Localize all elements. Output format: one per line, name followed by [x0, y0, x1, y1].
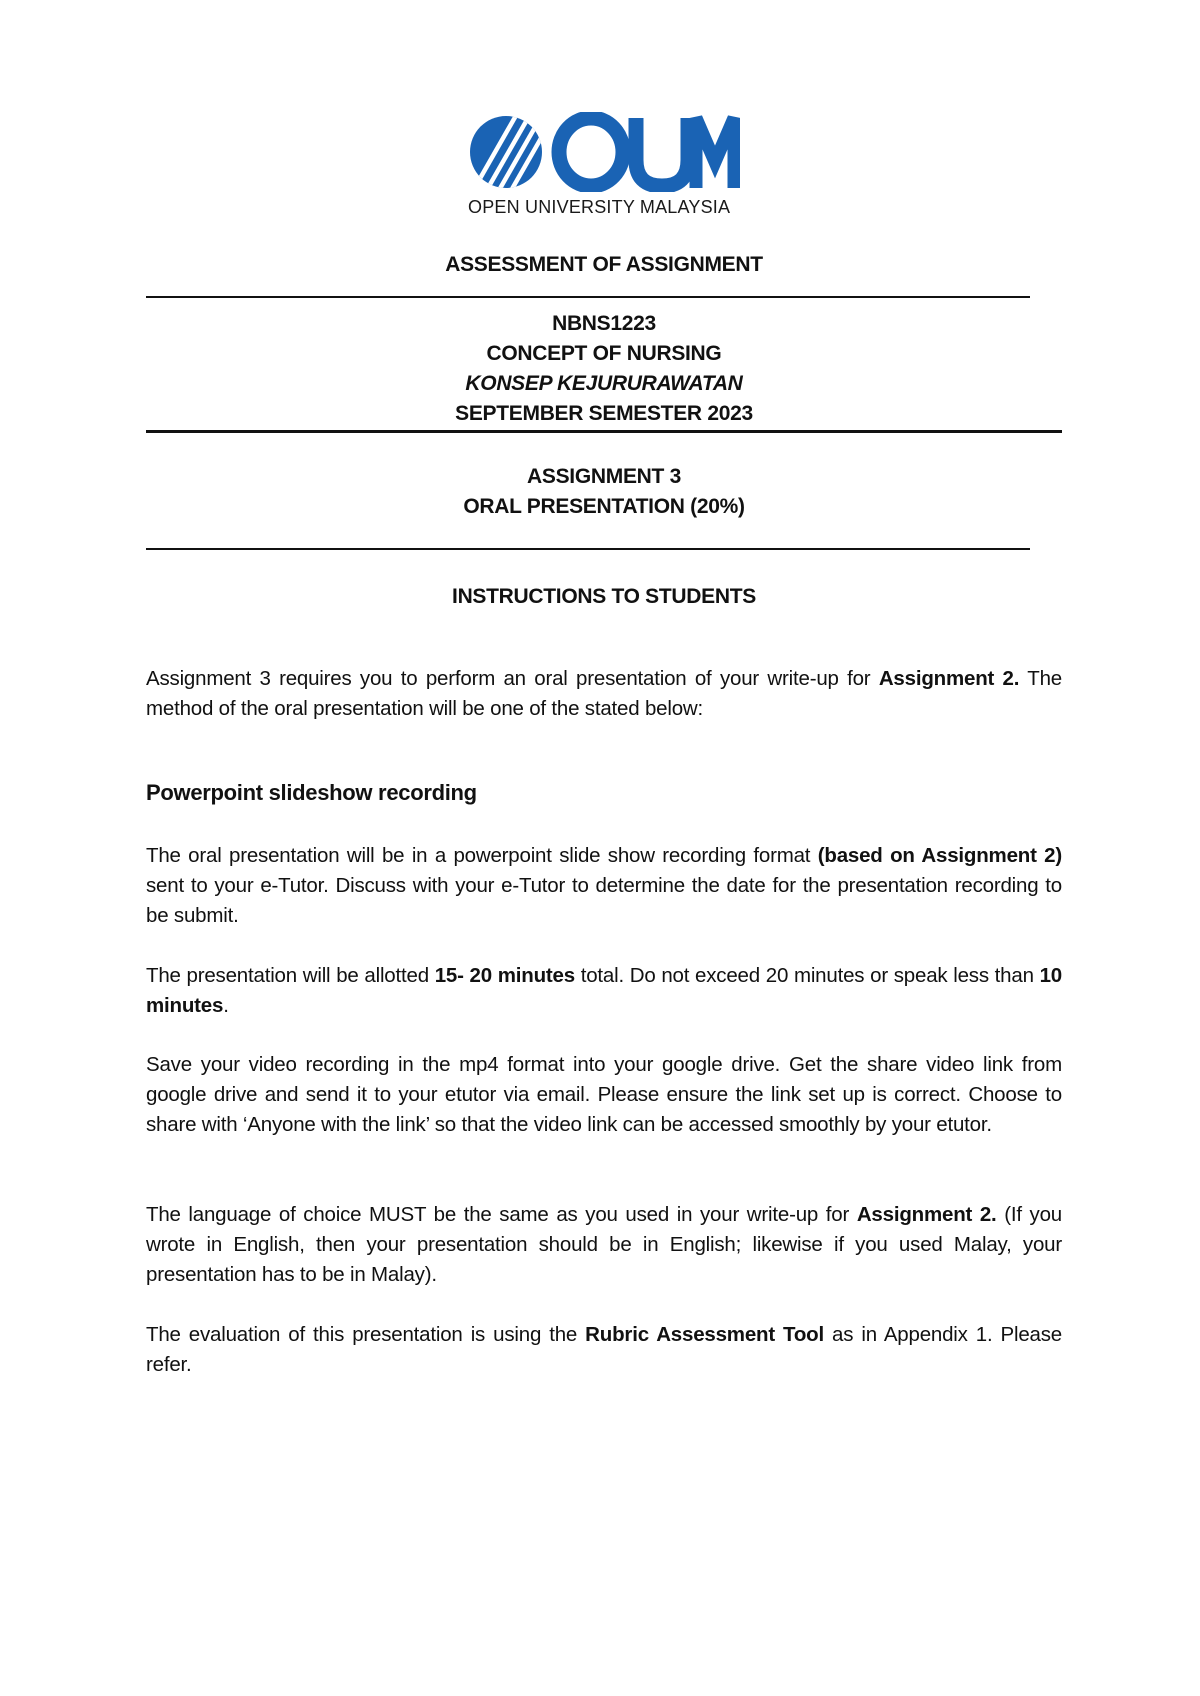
- divider-line-1: [146, 296, 1030, 298]
- time-bold-2: 10 minutes: [146, 964, 1062, 1017]
- evaluation-text-1: The evaluation of this presentation is using the: [146, 1323, 586, 1346]
- assignment-info: [146, 462, 1062, 522]
- course-info: [146, 309, 1062, 429]
- oum-logo-graphic: [468, 112, 740, 192]
- format-bold-1: (based on Assignment 2): [817, 844, 1062, 867]
- divider-line-3: [146, 548, 1030, 550]
- format-text-2: sent to your e-Tutor. Discuss with your e-Tutor to determine the date for the presentation recording to be submit.: [146, 874, 1062, 927]
- time-text-1: The presentation will be allotted: [146, 964, 435, 987]
- language-paragraph: [146, 1200, 1062, 1290]
- course-name: CONCEPT OF NURSING: [486, 342, 722, 365]
- assignment-type: ORAL PRESENTATION (20%): [463, 495, 745, 518]
- intro-paragraph: [146, 664, 1062, 724]
- language-text-2: (If you wrote in English, then your presentation should be in English; likewise if you used Malay, your presentation has to be in Malay).: [146, 1203, 1062, 1286]
- course-code: NBNS1223: [552, 312, 656, 335]
- assignment-number: ASSIGNMENT 3: [527, 465, 681, 488]
- intro-bold-1: Assignment 2.: [878, 667, 1020, 690]
- format-paragraph: [146, 841, 1062, 931]
- time-bold-1: 15- 20 minutes: [434, 964, 575, 987]
- time-text-2: total. Do not exceed 20 minutes or speak less than: [574, 964, 1040, 987]
- divider-line-2: [146, 430, 1062, 433]
- oum-logo: [468, 112, 740, 224]
- save-paragraph: Save your video recording in the mp4 format into your google drive. Get the share video link from google drive and send it to your etutor via email. Please ensure the link set up is correct. Choose to share with ‘Anyone with the link’ so that the video link can be accessed smoothly by your etutor.: [146, 1053, 1062, 1136]
- time-paragraph: [146, 961, 1062, 1021]
- logo-subtitle: OPEN UNIVERSITY MALAYSIA: [468, 197, 731, 217]
- instructions-heading: INSTRUCTIONS TO STUDENTS: [452, 585, 756, 608]
- intro-text-2: The method of the oral presentation will be one of the stated below:: [146, 667, 1062, 720]
- evaluation-text-2: as in Appendix 1. Please refer.: [146, 1323, 1062, 1376]
- evaluation-paragraph: [146, 1320, 1062, 1380]
- section-heading: Powerpoint slideshow recording: [146, 780, 477, 805]
- language-bold-1: Assignment 2.: [856, 1203, 997, 1226]
- evaluation-bold-1: Rubric Assessment Tool: [585, 1323, 824, 1346]
- intro-text-1: Assignment 3 requires you to perform an oral presentation of your write-up for: [146, 667, 879, 690]
- semester: SEPTEMBER SEMESTER 2023: [455, 402, 753, 425]
- format-text-1: The oral presentation will be in a powerpoint slide show recording format: [146, 844, 818, 867]
- time-text-3: .: [223, 994, 229, 1017]
- assessment-title: ASSESSMENT OF ASSIGNMENT: [445, 253, 763, 276]
- course-name-malay: KONSEP KEJURURAWATAN: [465, 372, 743, 395]
- language-text-1: The language of choice MUST be the same as you used in your write-up for: [146, 1203, 857, 1226]
